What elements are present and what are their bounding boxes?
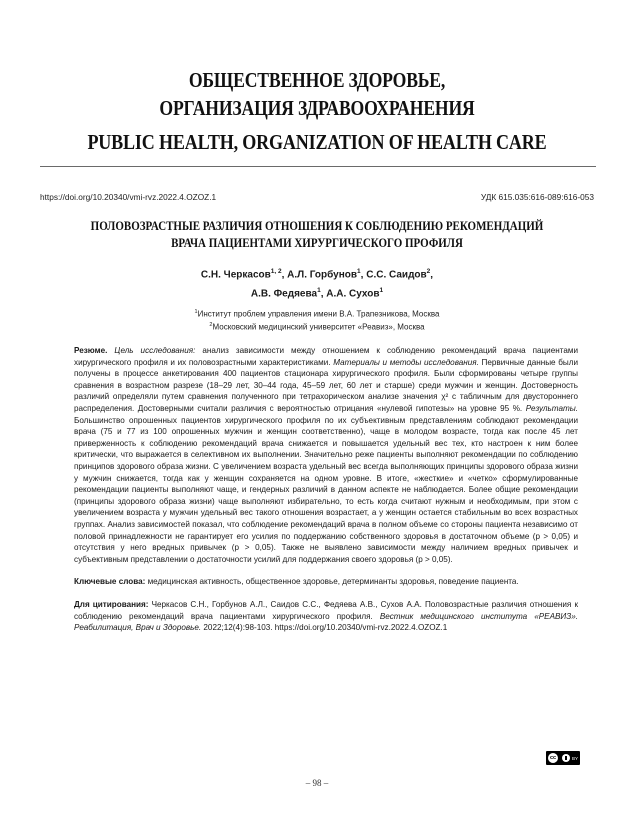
author-name: А.В. Федяева (250, 288, 318, 300)
author-affiliation-mark: 1 (317, 287, 321, 295)
page-number: – 98 – (305, 778, 329, 788)
author-name: С.Н. Черкасов (200, 269, 271, 281)
methods-text: Первичные данные были получены в процессе анкетирования 400 пациентов стационара хирургического профиля. Были сформированы четыре группы сравнения в возрастном разрезе (18–29 лет, 30–44 года, 45–59 лет, 60 лет и старше) среди мужчин и женщин. Достоверность различий определяли путем сравнения полученного при тетрахорическом анализе значения χ² с табличным для двустороннего распределения. Достоверными считали различия с вероятностью отрицания «нулевой гипотезы» на уровне 95 %. (74, 357, 578, 413)
journal-section-title-en: PUBLIC HEALTH, ORGANIZATION OF HEALTH CARE (87, 130, 547, 154)
keywords-label: Ключевые слова: (74, 577, 146, 586)
abstract (74, 345, 578, 565)
author-affiliation-mark: 1, 2 (270, 268, 282, 275)
abstract-label: Резюме. (74, 346, 108, 355)
journal-section-title-ru-line2: ОРГАНИЗАЦИЯ ЗДРАВООХРАНЕНИЯ (159, 96, 475, 120)
creative-commons-icon: cc (549, 755, 557, 761)
affiliation-2: $^2$Московский медицинский университет «Реавиз», Москва (209, 321, 425, 332)
results-label: Результаты. (525, 403, 578, 413)
author-name: А.А. Сухов (326, 288, 380, 300)
author-affiliation-mark: 1 (357, 268, 361, 275)
author-name: С.С. Саидов (366, 269, 427, 281)
results-text: Большинство опрошенных пациентов хирургического профиля по их субъективным представлениям соблюдают рекомендации врача (75 и 77 из 100 опрошенных мужчин и женщин соответственно), чаще в молодом возрасте, тогда как после 45 лет приверженность к соблюдению рекомендаций врача снижается и повышается удельный вес тех, кто настроен к ним более критически, что выражается в селективном их выполнении. Значительно реже пациенты выполняют рекомендации по соблюдению принципов здорового образа жизни. С увеличением возраста удельный вес всегда выполняющих принципы здорового образа жизни у мужчин снижается, тогда как у женщин сохраняется на одном уровне. В итоге, «жесткие» и «четко» сформулированные рекомендации пациенты выполняют чаще, и гендерных различий в данном аспекте не наблюдается. Более общие рекомендации (принципы здорового образа жизни) чаще выполняют избирательно, то есть когда считают нужным и необходимым, при этом с увеличением возраста у мужчин удельный вес такого отношения возрастает, а у женщин остается стабильным во всех возрастных группах. Анализ зависимостей показал, что соблюдение рекомендаций врача в полном объеме со стороны пациента независимо от половой принадлежности не гарантирует его усилия по поддержанию собственного здоровья в достаточном объеме (р > 0,05) и отсутствия у него вредных привычек (р > 0,05). Также не выявлено зависимости между наличием вредных привычек и субъективным представлении о достаточности усилий для поддержания своего здоровья (р > 0,05). (74, 415, 578, 564)
author-list: С.Н. Черкасов$^{1, 2}$, А.Л. Горбунов$^1$, С.С. Саидов$^2$, А.В. Федяева$^1$, А.А. Сухов$^1$ (200, 268, 434, 300)
header-divider (40, 166, 596, 167)
attribution-icon (562, 754, 570, 762)
author-name: А.Л. Горбунов (287, 269, 358, 281)
article-title: ПОЛОВОЗРАСТНЫЕ РАЗЛИЧИЯ ОТНОШЕНИЯ К СОБЛЮДЕНИЮ РЕКОМЕНДАЦИЙ ВРАЧА ПАЦИЕНТАМИ ХИРУРГИЧЕСКОГО ПРОФИЛЯ (90, 219, 544, 250)
udk-code: УДК 615.035:616-089:616-053 (480, 192, 594, 202)
license-by-label: BY (572, 755, 579, 761)
aim-text: анализ зависимости между отношением к соблюдению рекомендаций врача пациентами хирургического профиля и их половозрастными характеристиками. (74, 346, 578, 367)
aim-label: Цель исследования: (114, 346, 196, 355)
citation-text: Черкасов С.Н., Горбунов А.Л., Саидов С.С., Федяева А.В., Сухов А.А. Половозрастные различия отношения к соблюдению рекомендаций врача пациентами хирургического профиля. (74, 600, 579, 621)
journal-section-title-ru-line1: ОБЩЕСТВЕННОЕ ЗДОРОВЬЕ, (188, 68, 446, 92)
affiliation-1: $^1$Институт проблем управления имени В.А. Трапезникова, Москва (194, 309, 440, 319)
doi-link[interactable]: https://doi.org/10.20340/vmi-rvz.2022.4.OZOZ.1 (40, 192, 217, 202)
cc-by-license-badge[interactable] (546, 751, 580, 765)
citation-tail: 2022;12(4):98-103. https://doi.org/10.20340/vmi-rvz.2022.4.OZOZ.1 (201, 623, 448, 633)
author-affiliation-mark: 1 (379, 287, 384, 295)
methods-label: Материалы и методы исследования. (333, 357, 479, 367)
citation-label: Для цитирования: (74, 600, 149, 609)
keywords (74, 576, 578, 588)
author-affiliation-mark: 2 (426, 268, 431, 275)
keywords-text: медицинская активность, общественное здоровье, детерминанты здоровья, поведение пациента. (145, 577, 519, 586)
citation-journal: Вестник медицинского института «РЕАВИЗ». Реабилитация, Врач и Здоровье. (74, 611, 578, 633)
citation (74, 599, 578, 634)
affiliations (60, 307, 574, 332)
